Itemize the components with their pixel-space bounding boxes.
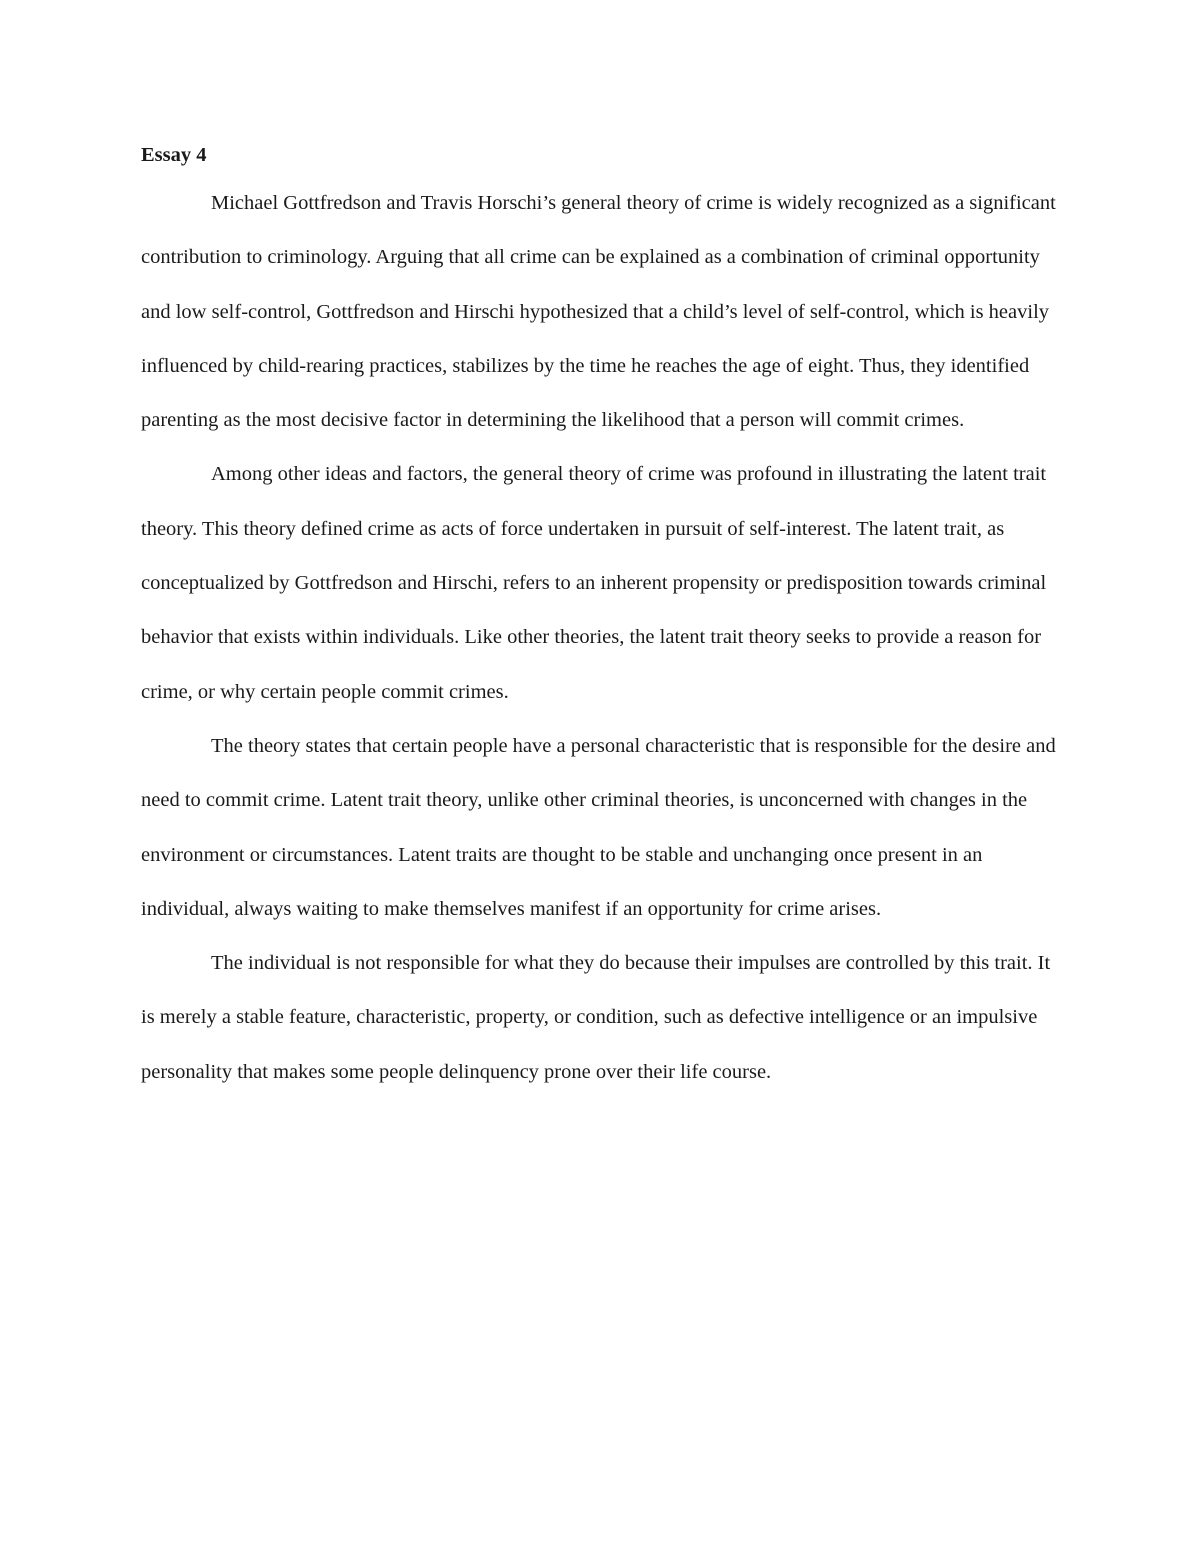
paragraph-2: Among other ideas and factors, the general theory of crime was profound in illustrating the latent trait theory. This theory defined crime as acts of force undertaken in pursuit of self-interest. The latent trait, as conceptualized by Gottfredson and Hirschi, refers to an inherent propensity or predisposition towards criminal behavior that exists within individuals. Like other theories, the latent trait theory seeks to provide a reason for crime, or why certain people commit crimes.	[141, 463, 1047, 703]
document-title: Essay 4	[141, 144, 207, 166]
paragraph-1: Michael Gottfredson and Travis Horschi’s general theory of crime is widely recognized as a significant contribution to criminology. Arguing that all crime can be explained as a combination of criminal opportunity and low self-control, Gottfredson and Hirschi hypothesized that a child’s level of self-control, which is heavily influenced by child-rearing practices, stabilizes by the time he reaches the age of eight. Thus, they identified parenting as the most decisive factor in determining the likelihood that a person will commit crimes.	[141, 192, 1056, 432]
paragraph-3: The theory states that certain people have a personal characteristic that is responsible for the desire and need to commit crime. Latent trait theory, unlike other criminal theories, is unconcerned with changes in the environment or circumstances. Latent traits are thought to be stable and unchanging once present in an individual, always waiting to make themselves manifest if an opportunity for crime arises.	[141, 734, 1056, 920]
paragraph-4: The individual is not responsible for what they do because their impulses are controlled by this trait. It is merely a stable feature, characteristic, property, or condition, such as defective intelligence or an impulsive personality that makes some people delinquency prone over their life course.	[141, 952, 1051, 1083]
document-body	[141, 140, 1061, 1099]
